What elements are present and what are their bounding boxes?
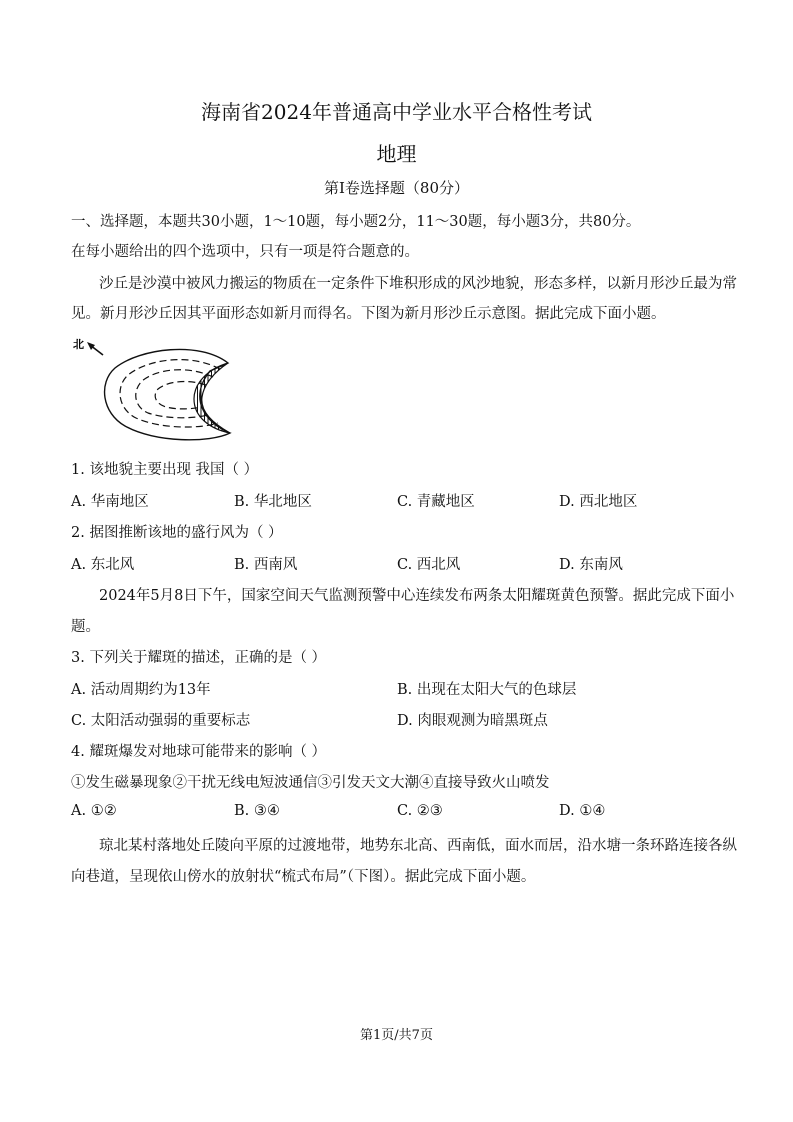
subject-title: 地理: [376, 142, 417, 166]
q1-option-d[interactable]: D. 西北地区: [559, 494, 638, 510]
q2-option-d[interactable]: D. 东南风: [559, 557, 623, 573]
passage-3-line-1: 琼北某村落地处丘陵向平原的过渡地带，地势东北高、西南低，面水而居，沿水塘一条环路连接各纵: [99, 838, 737, 854]
instructions-line-2: 在每小题给出的四个选项中，只有一项是符合题意的。: [71, 244, 419, 260]
q4-option-a[interactable]: A. ①②: [71, 803, 117, 819]
exam-title: 海南省2024年普通高中学业水平合格性考试: [201, 100, 592, 124]
passage-2-line-2: 题。: [71, 619, 100, 635]
q2-option-c[interactable]: C. 西北风: [397, 557, 461, 573]
section-heading: 第I卷选择题（80分）: [323, 179, 469, 197]
barchan-dune-diagram: [70, 333, 240, 445]
passage-1-line-1: 沙丘是沙漠中被风力搬运的物质在一定条件下堆积形成的风沙地貌，形态多样，以新月形沙丘最为常: [99, 276, 737, 292]
q4-option-c[interactable]: C. ②③: [397, 803, 443, 819]
north-arrow-icon: [87, 342, 103, 355]
q4-statements: ①发生磁暴现象②干扰无线电短波通信③引发天文大潮④直接导致火山喷发: [71, 775, 550, 791]
q1-stem: 1. 该地貌主要出现 我国（ ）: [71, 462, 259, 478]
q1-option-c[interactable]: C. 青藏地区: [397, 494, 475, 510]
q3-option-d[interactable]: D. 肉眼观测为暗黑斑点: [397, 713, 548, 729]
q3-stem: 3. 下列关于耀斑的描述，正确的是（ ）: [71, 650, 327, 666]
passage-3-line-2: 向巷道，呈现依山傍水的放射状“梳式布局”（下图）。据此完成下面小题。: [71, 869, 536, 885]
q2-stem: 2. 据图推断该地的盛行风为（ ）: [71, 525, 283, 541]
page-number: 第1页/共7页: [360, 1028, 433, 1043]
passage-2-line-1: 2024年5月8日下午，国家空间天气监测预警中心连续发布两条太阳耀斑黄色预警。据此完成下面小: [99, 588, 735, 604]
q4-stem: 4. 耀斑爆发对地球可能带来的影响（ ）: [71, 744, 327, 760]
slip-face-hatched: [194, 363, 230, 433]
q1-option-b[interactable]: B. 华北地区: [234, 494, 312, 510]
q2-option-b[interactable]: B. 西南风: [234, 557, 298, 573]
q4-option-b[interactable]: B. ③④: [234, 803, 280, 819]
q1-option-a[interactable]: A. 华南地区: [71, 494, 149, 510]
q2-option-a[interactable]: A. 东北风: [71, 557, 135, 573]
q3-option-b[interactable]: B. 出现在太阳大气的色球层: [397, 682, 577, 698]
q4-option-d[interactable]: D. ①④: [559, 803, 606, 819]
q3-option-a[interactable]: A. 活动周期约为13年: [71, 682, 211, 698]
passage-1-line-2: 见。新月形沙丘因其平面形态如新月而得名。下图为新月形沙丘示意图。据此完成下面小题。: [71, 306, 666, 322]
q3-option-c[interactable]: C. 太阳活动强弱的重要标志: [71, 713, 251, 729]
instructions-line-1: 一、选择题，本题共30小题，1～10题，每小题2分，11～30题，每小题3分，共80分。: [71, 214, 641, 230]
north-label: 北: [73, 338, 84, 351]
